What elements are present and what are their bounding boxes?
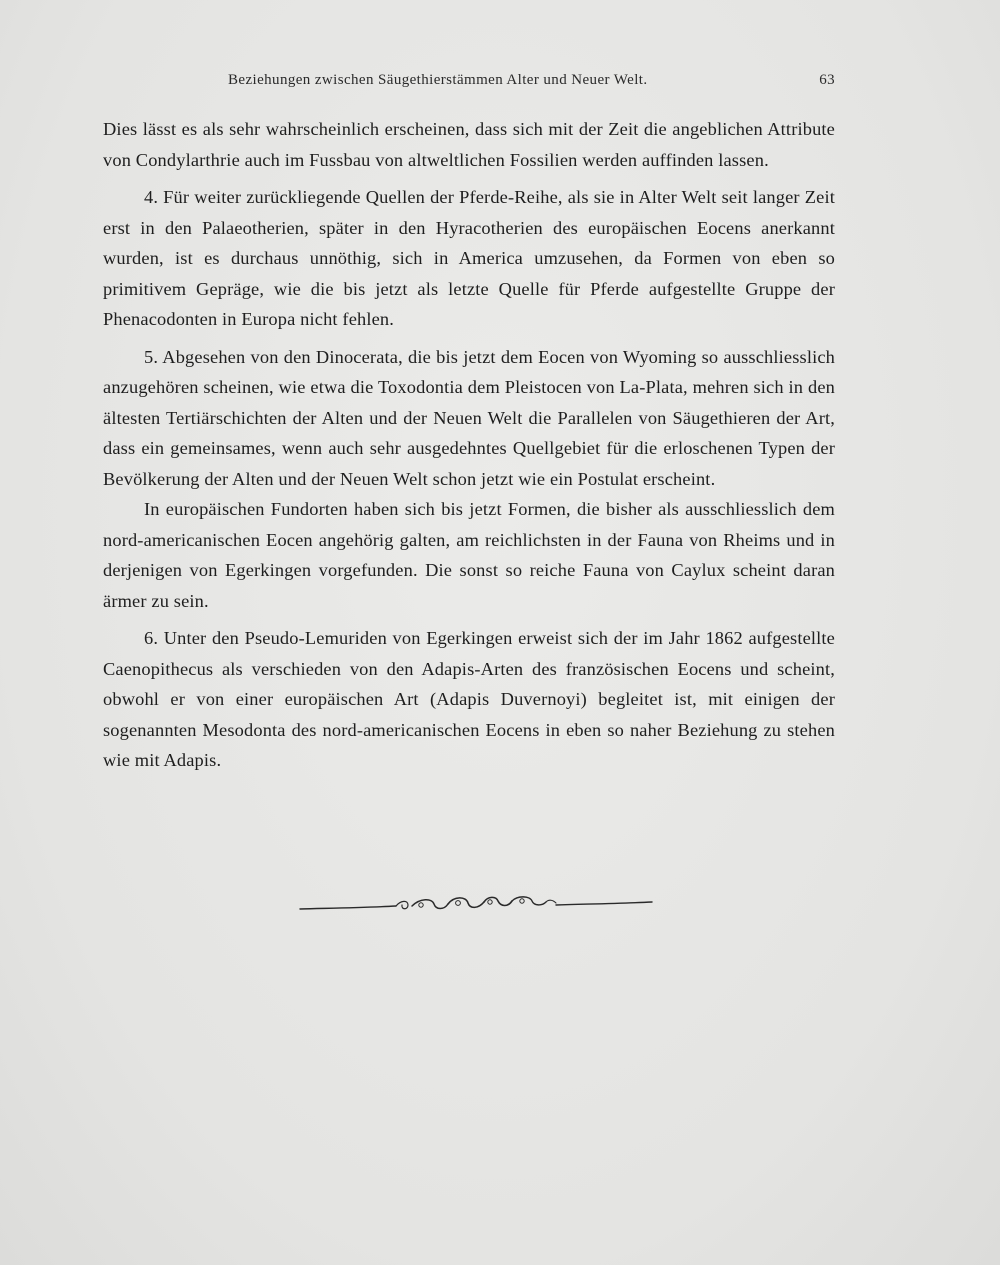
running-header xyxy=(103,72,835,96)
paragraph-continuation: Dies lässt es als sehr wahrscheinlich erscheinen, dass sich mit der Zeit die angeblichen Attribute von Condylarthrie auch im Fussbau von altweltlichen Fossilien werden auffinden lassen. xyxy=(103,119,835,170)
paragraph-point-4: 4. Für weiter zurückliegende Quellen der Pferde-Reihe, als sie in Alter Welt seit langer Zeit erst in den Palaeotherien, später in den Hyracotherien des europäischen Eocens anerkannt wurden, ist es durchaus unnöthig, sich in America umzusehen, da Formen von eben so primitivem Gepräge, wie die bis jetzt als letzte Quelle für Pferde aufgestellte Gruppe der Phenacodonten in Europa nicht fehlen. xyxy=(103,187,835,329)
paragraph-point-6: 6. Unter den Pseudo-Lemuriden von Egerkingen erweist sich der im Jahr 1862 aufgestellte Caenopithecus als verschieden von den Adapis-Arten des französischen Eocens und scheint, obwohl er von einer europäischen Art (Adapis Duvernoyi) begleitet ist, mit einigen der sogenannten Mesodonta des nord-americanischen Eocens in eben so naher Beziehung zu stehen wie mit Adapis. xyxy=(103,628,835,770)
paragraph-european-sites: In europäischen Fundorten haben sich bis jetzt Formen, die bisher als ausschliesslich dem nord-americanischen Eocen angehörig galten, am reichlichsten in der Fauna von Rheims und in derjenigen von Egerkingen vorgefunden. Die sonst so reiche Fauna von Caylux scheint daran ärmer zu sein. xyxy=(103,499,835,611)
paragraph-point-5: 5. Abgesehen von den Dinocerata, die bis jetzt dem Eocen von Wyoming so ausschliesslich anzugehören scheinen, wie etwa die Toxodontia dem Pleistocen von La-Plata, mehren sich in den ältesten Tertiärschichten der Alten und der Neuen Welt die Parallelen von Säugethieren der Art, dass ein gemeinsames, wenn auch sehr ausgedehntes Quellgebiet für die erloschenen Typen der Bevölkerung der Alten und der Neuen Welt schon jetzt wie ein Postulat erscheint. xyxy=(103,346,835,489)
page-number: 63 xyxy=(819,72,835,88)
running-title: Beziehungen zwischen Säugethierstämmen Alter und Neuer Welt. xyxy=(228,72,648,88)
body-text xyxy=(103,114,835,776)
decorative-flourish-icon xyxy=(298,888,654,918)
